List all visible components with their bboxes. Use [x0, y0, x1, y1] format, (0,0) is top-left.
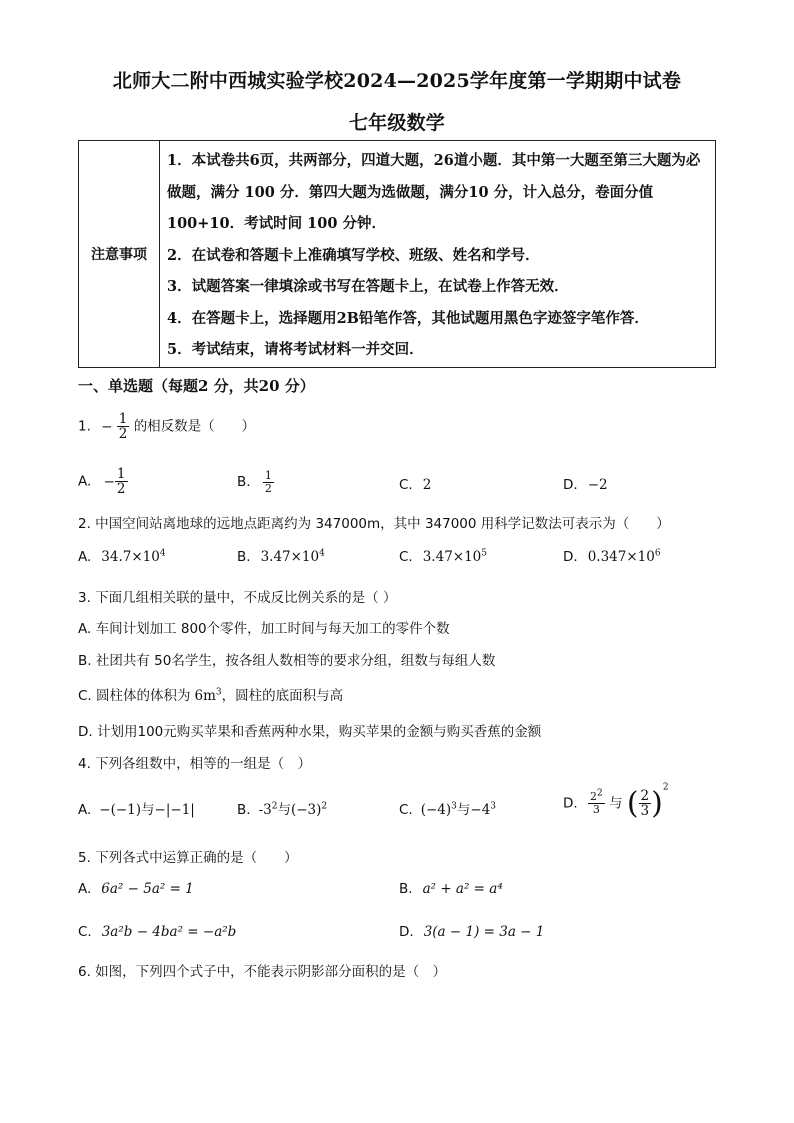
- q2-option-a: A. $34.7\times 10^4$: [78, 548, 166, 565]
- q1-option-b: B. $\frac{1}{2}$: [237, 469, 272, 495]
- q5-option-d: D. 3(a − 1) = 3a − 1: [399, 924, 545, 940]
- q3-option-d: D. 计划用100元购买苹果和香蕉两种水果，购买苹果的金额与购买香蕉的金额: [78, 724, 542, 740]
- q5-option-a: A. 6a² − 5a² = 1: [78, 881, 194, 897]
- q1-option-c: C. 2: [399, 477, 432, 493]
- question-1: 1. − $\frac{1}{2}$ 的相反数是（ ）: [78, 411, 256, 443]
- q3-option-b: B. 社团共有 50名学生，按各组人数相等的要求分组，组数与每组人数: [78, 653, 496, 669]
- question-2: 2. 中国空间站离地球的远地点距离约为 347000m，其中 347000 用科学记数法可表示为（ ）: [78, 516, 670, 532]
- q1-text: 的相反数是（ ）: [133, 418, 256, 435]
- notice-item-2: 2．在试卷和答题卡上准确填写学校、班级、姓名和学号．: [167, 246, 540, 264]
- question-6: 6. 如图，下列四个式子中，不能表示阴影部分面积的是（ ）: [78, 964, 447, 980]
- q3-option-c: C. 圆柱体的体积为 $6m^3$，圆柱的底面积与高: [78, 687, 344, 704]
- q4-option-c: C. $(-4)^3$与$-4^3$: [399, 801, 497, 818]
- q2-option-c: C. $3.47\times 10^5$: [399, 548, 488, 565]
- section-heading: 一、单选题（每题2 分，共20 分）: [78, 377, 315, 395]
- exam-title: 北师大二附中西城实验学校2024—2025学年度第一学期期中试卷: [112, 70, 682, 92]
- notice-item-1: 1．本试卷共6页，共两部分，四道大题，26道小题．其中第一大题至第三大题为必做题，满分 100 分．第四大题为选做题，满分10 分，计入总分，卷面分值 100+10．考试时间 100 分钟．: [167, 152, 701, 232]
- notice-item-3: 3．试题答案一律填涂或书写在答题卡上，在试卷上作答无效．: [167, 278, 569, 295]
- q1-fraction: $\frac{1}{2}$: [118, 411, 128, 443]
- notice-table: [78, 140, 716, 368]
- q3-option-a: A. 车间计划加工 800个零件，加工时间与每天加工的零件个数: [78, 621, 450, 637]
- q5-option-c: C. 3a²b − 4ba² = −a²b: [78, 924, 237, 940]
- question-3: 3. 下面几组相关联的量中，不成反比例关系的是（ ）: [78, 590, 397, 606]
- notice-item-5: 5．考试结束，请将考试材料一并交回．: [167, 341, 424, 358]
- notice-body: [167, 145, 712, 366]
- question-5: 5. 下列各式中运算正确的是（ ）: [78, 850, 298, 866]
- q2-option-d: D. $0.347\times 10^6$: [563, 548, 661, 565]
- notice-head: 注意事项: [79, 141, 160, 367]
- question-4: 4. 下列各组数中，相等的一组是（ ）: [78, 756, 312, 772]
- exam-subtitle: 七年级数学: [348, 112, 445, 134]
- q1-number: 1.: [78, 418, 91, 435]
- q4-option-d: D. $\frac{2^2}{3}$ 与 ( $\frac{2}{3}$ )$^2$: [563, 782, 669, 821]
- q2-option-b: B. $3.47\times 10^4$: [237, 548, 325, 565]
- q1-option-a: A. − $\frac{1}{2}$: [78, 466, 126, 498]
- q5-option-b: B. a² + a² = a⁴: [399, 881, 503, 897]
- q4-option-a: A. −(−1)与−|−1|: [78, 802, 195, 818]
- q1-option-d: D. −2: [563, 477, 608, 493]
- notice-item-4: 4．在答题卡上，选择题用2B铅笔作答，其他试题用黑色字迹签字笔作答．: [167, 309, 649, 327]
- q4-option-b: B. $-3^2$与$(-3)^2$: [237, 801, 328, 818]
